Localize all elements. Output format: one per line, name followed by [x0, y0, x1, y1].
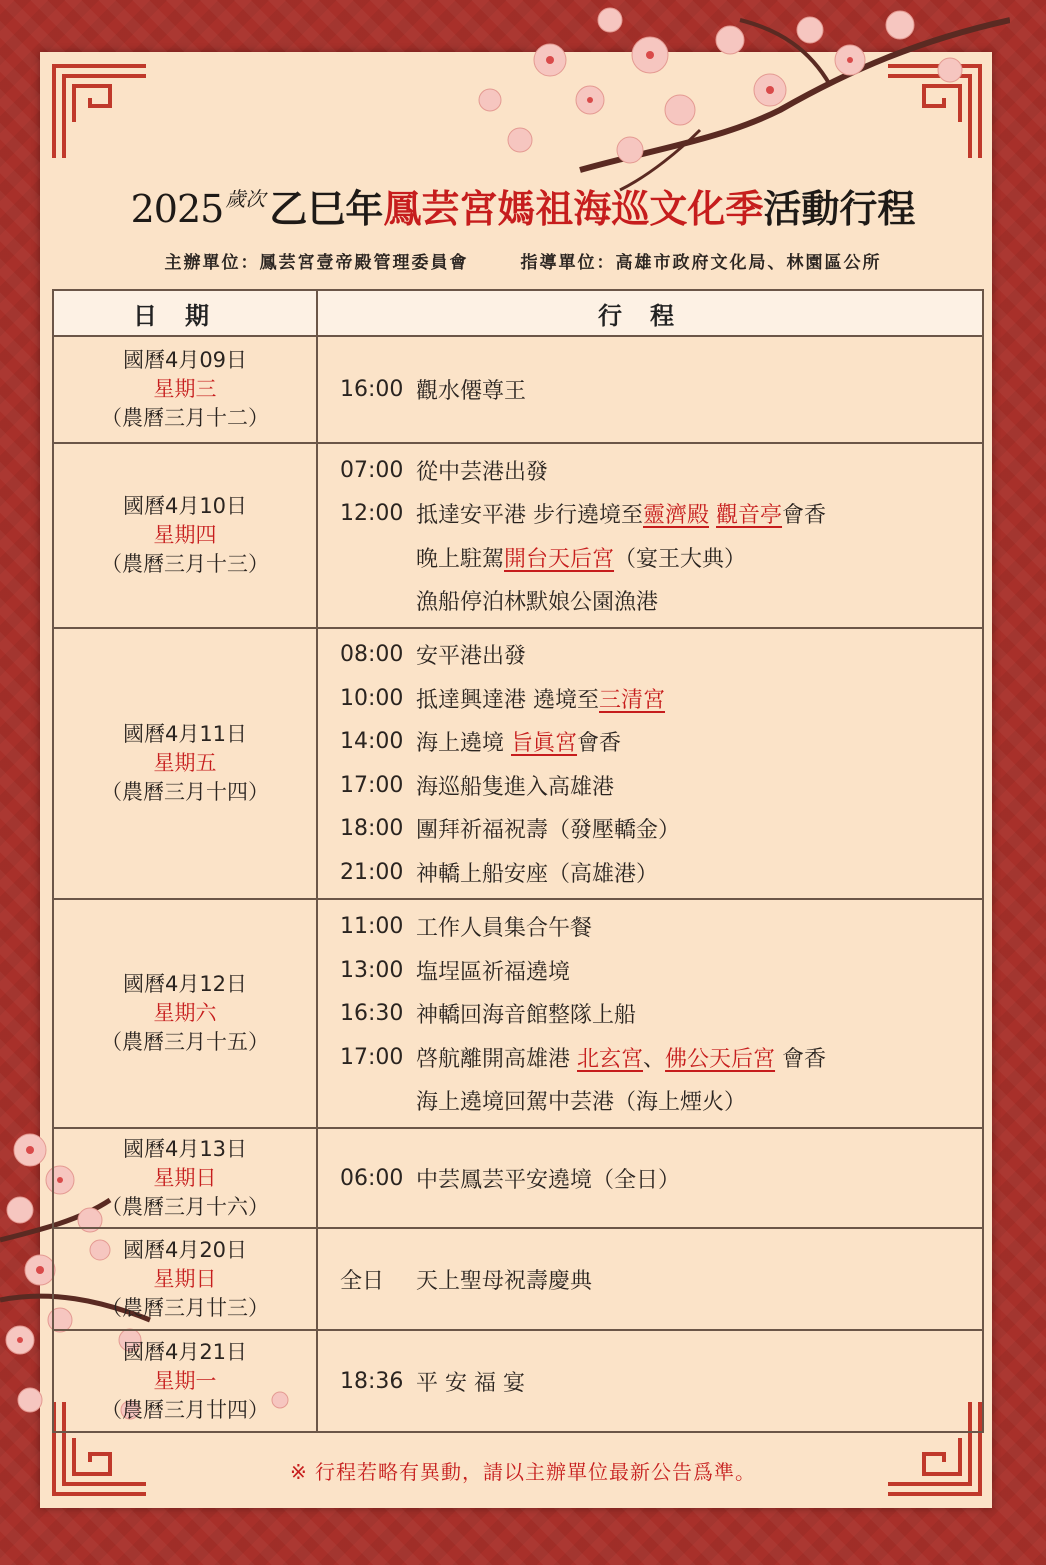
organizers — [0, 248, 1046, 273]
table-row — [54, 900, 982, 1129]
event-time: 08:00 — [340, 642, 404, 668]
table-row — [54, 444, 982, 629]
lunar-date: （農曆三月十六） — [101, 1194, 269, 1219]
event-time: 21:00 — [340, 859, 404, 885]
table-row — [54, 629, 982, 900]
temple-name: 開台天后宮 — [504, 546, 615, 572]
table-row — [54, 1331, 982, 1431]
event-time: 14:00 — [340, 729, 404, 755]
event-time: 17:00 — [340, 1044, 404, 1070]
schedule-line — [340, 1156, 982, 1200]
date-cell — [54, 900, 318, 1127]
event-time: 11:00 — [340, 914, 404, 939]
table-header — [54, 291, 982, 337]
weekday: 星期日 — [153, 1165, 217, 1190]
event-text: 神轎回海音館整隊上船 — [416, 1003, 637, 1028]
lunar-date: （農曆三月十二） — [101, 406, 269, 430]
weekday: 星期四 — [153, 523, 217, 547]
weekday: 星期三 — [153, 377, 217, 401]
schedule-line — [340, 948, 982, 992]
gregorian-date: 國曆4月10日 — [122, 494, 248, 518]
gregorian-date: 國曆4月11日 — [122, 722, 248, 746]
schedule-line — [340, 579, 982, 623]
event-text: 平 安 福 宴 — [416, 1370, 525, 1396]
schedule-line — [340, 992, 982, 1036]
temple-name: 觀音亭 — [716, 503, 783, 529]
plum-blossom-branch-top — [450, 0, 1010, 200]
lunar-date: （農曆三月十四） — [101, 780, 269, 804]
title-suffix: 活動行程 — [763, 186, 916, 231]
event-text: 從中芸港出發 — [416, 459, 549, 485]
schedule-line — [340, 492, 982, 536]
schedule-cell — [318, 1229, 982, 1329]
event-text: （宴王大典） — [614, 546, 747, 572]
schedule-line — [340, 1359, 982, 1403]
title-red: 鳳芸宮媽祖海巡文化季 — [383, 186, 764, 231]
weekday: 星期六 — [153, 1001, 217, 1025]
lunar-date: （農曆三月十三） — [101, 552, 269, 576]
schedule-cell — [318, 444, 982, 627]
schedule-cell — [318, 629, 982, 898]
event-time: 16:30 — [340, 1001, 404, 1026]
event-text: 海上遶境 — [416, 731, 511, 757]
event-time: 06:00 — [340, 1165, 404, 1191]
event-text: 安平港出發 — [416, 644, 527, 670]
table-row — [54, 337, 982, 444]
date-cell — [54, 1331, 318, 1431]
event-text: 神轎上船安座（高雄港） — [416, 861, 659, 887]
schedule-line — [340, 807, 982, 851]
event-text: 啓航離開高雄港 — [416, 1046, 577, 1072]
event-time: 18:36 — [340, 1368, 404, 1394]
event-text: 塩埕區祈福遶境 — [416, 959, 571, 985]
schedule-line — [340, 764, 982, 808]
schedule-line — [340, 1035, 982, 1079]
event-time: 18:00 — [340, 816, 404, 842]
event-text: 工作人員集合午餐 — [416, 916, 593, 941]
date-cell — [54, 1129, 318, 1227]
event-time: 16:00 — [340, 377, 404, 402]
title-ci: 歲次 — [225, 187, 266, 211]
schedule-cell — [318, 900, 982, 1127]
schedule-line — [340, 1257, 982, 1301]
schedule-line — [340, 449, 982, 493]
event-text: 團拜祈福祝壽（發壓轎金） — [416, 818, 681, 844]
weekday: 星期一 — [153, 1368, 217, 1393]
schedule-cell — [318, 1129, 982, 1227]
date-cell — [54, 337, 318, 442]
schedule-cell — [318, 1331, 982, 1431]
corner-ornament-top-left — [50, 62, 150, 162]
event-text: 海上遶境回駕中芸港（海上煙火） — [416, 1090, 747, 1115]
event-text: 會香 — [775, 1046, 827, 1072]
schedule-table — [52, 289, 984, 1433]
table-row — [54, 1229, 982, 1331]
event-text: 會香 — [782, 503, 827, 529]
event-text: 中芸鳳芸平安遶境（全日） — [416, 1167, 681, 1193]
schedule-line — [340, 1079, 982, 1123]
host-org: 主辦單位：鳳芸宮壹帝殿管理委員會 — [164, 253, 469, 273]
gregorian-date: 國曆4月20日 — [122, 1237, 248, 1262]
weekday: 星期日 — [153, 1266, 217, 1291]
guide-org: 指導單位：高雄市政府文化局、林園區公所 — [520, 253, 882, 273]
schedule-line — [340, 368, 982, 412]
lunar-date: （農曆三月十五） — [101, 1030, 269, 1054]
event-time: 10:00 — [340, 685, 404, 711]
gregorian-date: 國曆4月09日 — [122, 348, 248, 372]
event-time: 07:00 — [340, 457, 404, 483]
temple-name: 靈濟殿 — [643, 503, 710, 529]
header-date: 日期 — [54, 291, 318, 335]
event-text: 海巡船隻進入高雄港 — [416, 774, 615, 800]
date-cell — [54, 444, 318, 627]
schedule-line — [340, 536, 982, 580]
event-text: 抵達安平港 步行遶境至 — [416, 503, 643, 529]
gregorian-date: 國曆4月21日 — [122, 1339, 248, 1364]
temple-name: 三清宮 — [599, 687, 666, 713]
event-text — [709, 501, 716, 526]
event-text: 會香 — [577, 731, 622, 757]
header-schedule: 行程 — [598, 300, 702, 330]
title-prefix: 乙巳年 — [269, 186, 384, 231]
page-title — [0, 178, 1046, 233]
title-year: 2025 — [130, 187, 224, 231]
lunar-date: （農曆三月廿四） — [101, 1397, 269, 1422]
event-text: 天上聖母祝壽慶典 — [416, 1268, 593, 1294]
schedule-line — [340, 905, 982, 949]
event-text: 、 — [643, 1046, 666, 1072]
weekday: 星期五 — [153, 751, 217, 775]
schedule-cell — [318, 337, 982, 442]
date-cell — [54, 1229, 318, 1329]
temple-name: 旨眞宮 — [511, 731, 578, 757]
schedule-line — [340, 851, 982, 895]
temple-name: 佛公天后宮 — [665, 1046, 776, 1072]
schedule-line — [340, 633, 982, 677]
event-time: 12:00 — [340, 501, 404, 527]
event-text: 抵達興達港 遶境至 — [416, 687, 599, 713]
lunar-date: （農曆三月廿三） — [101, 1295, 269, 1320]
event-text: 漁船停泊林默娘公園漁港 — [416, 590, 659, 616]
table-body — [54, 337, 982, 1431]
table-row — [54, 1129, 982, 1229]
date-cell — [54, 629, 318, 898]
schedule-line — [340, 720, 982, 764]
schedule-line — [340, 677, 982, 721]
temple-name: 北玄宮 — [577, 1046, 644, 1072]
event-text: 觀水僊尊王 — [416, 379, 527, 404]
event-text: 晚上駐駕 — [416, 546, 505, 572]
gregorian-date: 國曆4月12日 — [122, 972, 248, 996]
event-time: 全日 — [340, 1268, 385, 1294]
gregorian-date: 國曆4月13日 — [122, 1136, 248, 1161]
footer-note: ※ 行程若略有異動，請以主辦單位最新公告爲準。 — [289, 1460, 757, 1484]
event-time: 13:00 — [340, 957, 404, 983]
event-time: 17:00 — [340, 772, 404, 798]
